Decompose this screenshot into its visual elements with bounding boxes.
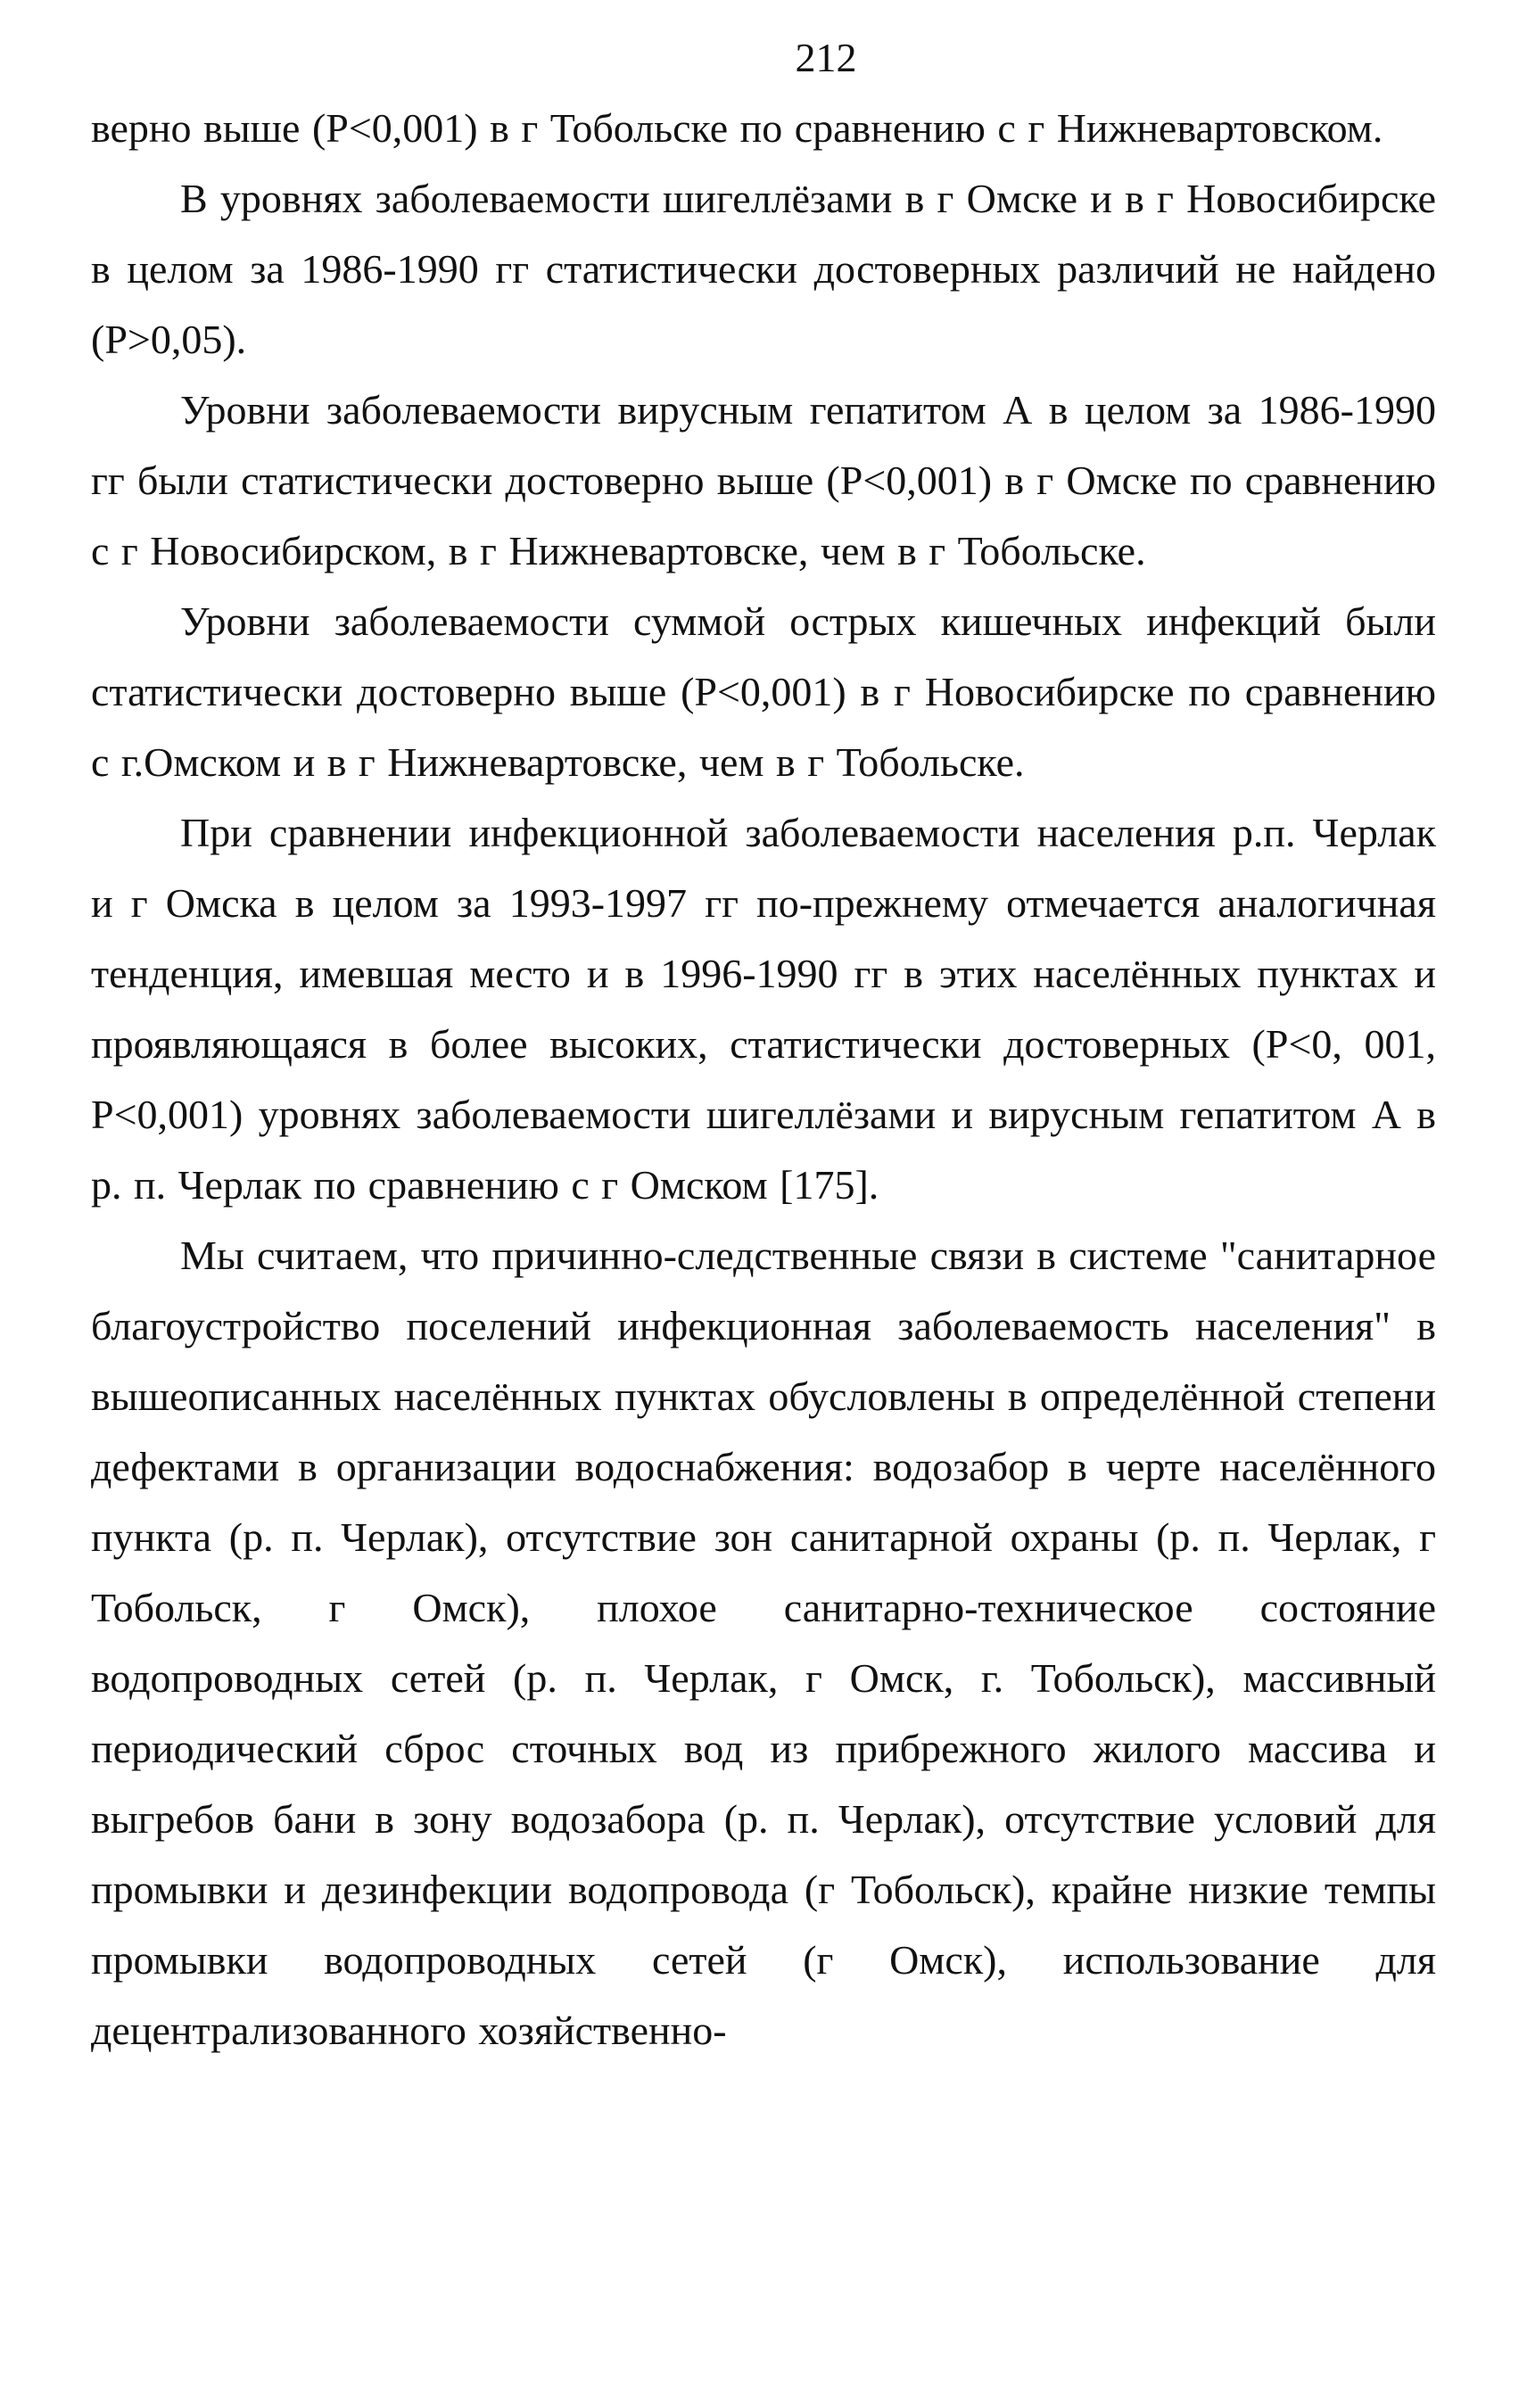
paragraph-2: В уровнях заболеваемости шигеллёзами в г Омске и в г Новосибирске в целом за 1986-1990 гг статистически достоверных различий не найдено (Р>0,05). (91, 176, 1436, 362)
paragraph-5: При сравнении инфекционной заболеваемости населения р.п. Черлак и г Омска в целом за 1993-1997 гг по-прежнему отмечается аналогичная тенденция, имевшая место и в 1996-1990 гг в этих населённых пунктах и проявляющаяся в более высоких, статистически достоверных (Р<0, 001, Р<0,001) уровнях заболеваемости шигеллёзами и вирусным гепатитом А в р. п. Черлак по сравнению с г Омском [175]. (91, 810, 1436, 1208)
paragraph-6: Мы считаем, что причинно-следственные связи в системе "санитарное благоустройство поселений инфекционная заболеваемость населения" в вышеописанных населённых пунктах обусловлены в определённой степени дефектами в организации водоснабжения: водозабор в черте населённого пункта (р. п. Черлак), отсутствие зон санитарной охраны (р. п. Черлак, г Тобольск, г Омск), плохое санитарно-техническое состояние водопроводных сетей (р. п. Черлак, г Омск, г. Тобольск), массивный периодический сброс сточных вод из прибрежного жилого массива и выгребов бани в зону водозабора (р. п. Черлак), отсутствие условий для промывки и дезинфекции водопровода (г Тобольск), крайне низкие темпы промывки водопроводных сетей (г Омск), использование для децентрализованного хозяйственно- (91, 1233, 1436, 2053)
paragraph-4: Уровни заболеваемости суммой острых кишечных инфекций были статистически достоверно выше (Р<0,001) в г Новосибирске по сравнению с г.Омском и в г Нижневартовске, чем в г Тобольске. (91, 598, 1436, 785)
paragraph-3: Уровни заболеваемости вирусным гепатитом А в целом за 1986-1990 гг были статистически достоверно выше (Р<0,001) в г Омске по сравнению с г Новосибирском, в г Нижневартовске, чем в г Тобольске. (91, 387, 1436, 573)
document-page (91, 27, 1436, 2066)
page-number: 212 (795, 35, 857, 80)
paragraph-1: верно выше (Р<0,001) в г Тобольске по сравнению с г Нижневартовском. (91, 105, 1383, 151)
